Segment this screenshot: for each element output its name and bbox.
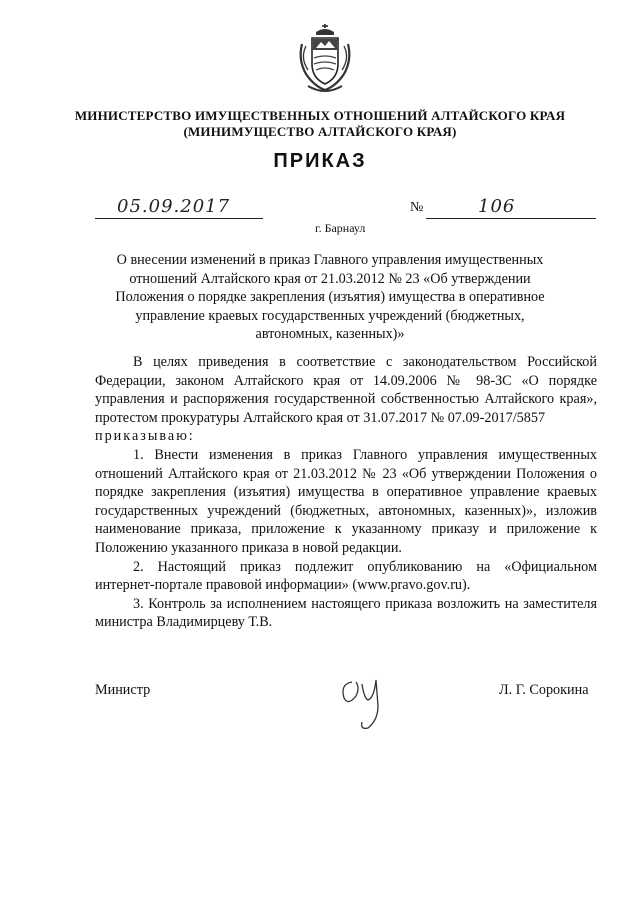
order-date: 05.09.2017 — [117, 196, 231, 217]
signer-name: Л. Г. Сорокина — [499, 682, 589, 698]
order-number: 106 — [478, 196, 516, 217]
orders-word: приказываю: — [95, 428, 195, 445]
preamble-paragraph: В целях приведения в соответствие с законодательством Российской Федерации, законом Алтайского края от 14.09.2006 № 98-ЗС «О порядке управления и распоряжения государственной собственностью Алтайского края», протестом прокуратуры Алтайского края от 31.07.2017 № 07.09-2017/5857 — [95, 354, 597, 426]
order-date-field — [95, 196, 263, 219]
order-subject: О внесении изменений в приказ Главного управления имущественных отношений Алтайского края от 21.03.2012 № 23 «Об утверждении Положения о порядке закрепления (изъятия) имущества в оперативное управление краевых государственных учреждений (бюджетных, автономных, казенных)» — [115, 252, 545, 343]
order-body — [95, 353, 597, 632]
city: г. Барнаул — [315, 221, 366, 235]
number-sign: № — [410, 200, 424, 215]
order-item: 2. Настоящий приказ подлежит опубликованию на «Официальном интернет-портале правовой информации» (www.pravo.gov.ru). — [95, 558, 597, 594]
order-item: 3. Контроль за исполнением настоящего приказа возложить на заместителя министра Владимирцеву Т.В. — [95, 595, 597, 631]
document-title: ПРИКАЗ — [273, 150, 367, 172]
order-item: 1. Внести изменения в приказ Главного управления имущественных отношений Алтайского края от 21.03.2012 № 23 «Об утверждении Положения о порядке закрепления (изъятия) имущества в оперативное управление краевых государственных учреждений (бюджетных, автономных, казенных)», изложив наименование приказа, приложение к указанному приказу и приложение к Положению указанного приказа в новой редакции. — [95, 446, 597, 556]
ministry-short-name: (МИНИМУЩЕСТВО АЛТАЙСКОГО КРАЯ) — [183, 124, 457, 139]
handwritten-signature-icon — [338, 672, 388, 730]
coat-of-arms-icon — [294, 22, 356, 96]
ministry-name: МИНИСТЕРСТВО ИМУЩЕСТВЕННЫХ ОТНОШЕНИЙ АЛТАЙСКОГО КРАЯ — [74, 108, 566, 123]
order-number-field — [426, 196, 596, 219]
signer-position: Министр — [95, 682, 151, 698]
